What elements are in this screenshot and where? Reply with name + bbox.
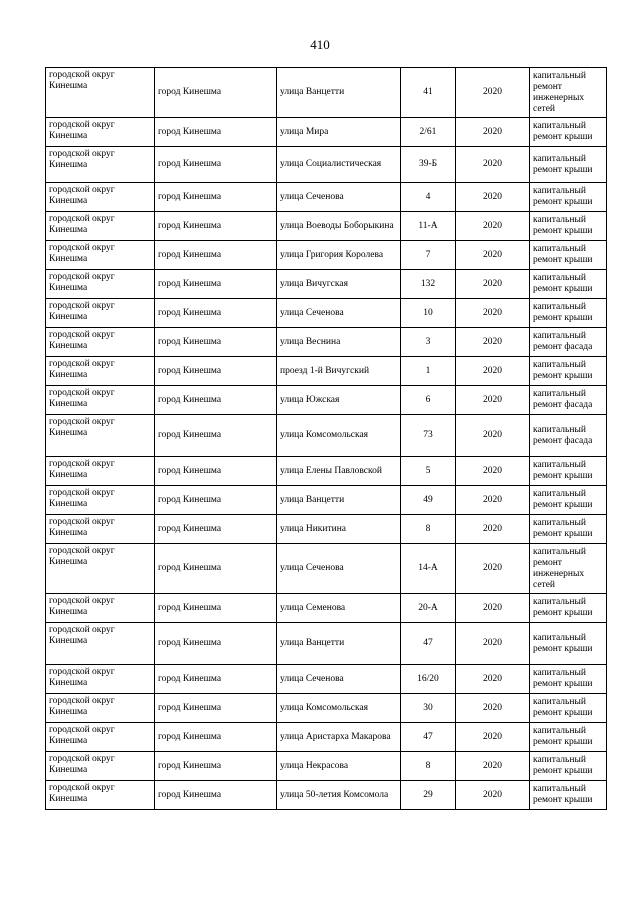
city-cell: город Кинешма [155,386,277,415]
work-type-cell: капитальный ремонт крыши [530,118,607,147]
year-cell: 2020 [456,241,530,270]
work-type-cell: капитальный ремонт фасада [530,415,607,457]
city-cell: город Кинешма [155,415,277,457]
street-cell: улица Некрасова [277,752,401,781]
year-cell: 2020 [456,415,530,457]
city-cell: город Кинешма [155,781,277,810]
work-type-cell: капитальный ремонт крыши [530,781,607,810]
street-cell: улица Сеченова [277,665,401,694]
work-type-cell: капитальный ремонт инженерных сетей [530,68,607,118]
street-cell: улица Веснина [277,328,401,357]
district-cell: городской округ Кинешма [46,594,155,623]
city-cell: город Кинешма [155,694,277,723]
street-cell: улица Никитина [277,515,401,544]
year-cell: 2020 [456,694,530,723]
district-cell: городской округ Кинешма [46,623,155,665]
street-cell: улица Комсомольская [277,415,401,457]
house-number-cell: 14-А [401,544,456,594]
year-cell: 2020 [456,357,530,386]
district-cell: городской округ Кинешма [46,328,155,357]
street-cell: улица Семенова [277,594,401,623]
house-number-cell: 8 [401,515,456,544]
city-cell: город Кинешма [155,457,277,486]
work-type-cell: капитальный ремонт крыши [530,623,607,665]
table-row [46,241,607,270]
house-number-cell: 29 [401,781,456,810]
table-row [46,486,607,515]
city-cell: город Кинешма [155,147,277,183]
street-cell: улица Ванцетти [277,68,401,118]
year-cell: 2020 [456,457,530,486]
year-cell: 2020 [456,515,530,544]
district-cell: городской округ Кинешма [46,665,155,694]
house-number-cell: 5 [401,457,456,486]
work-type-cell: капитальный ремонт инженерных сетей [530,544,607,594]
city-cell: город Кинешма [155,241,277,270]
house-number-cell: 8 [401,752,456,781]
year-cell: 2020 [456,665,530,694]
street-cell: улица Вичугская [277,270,401,299]
district-cell: городской округ Кинешма [46,147,155,183]
work-type-cell: капитальный ремонт крыши [530,299,607,328]
house-number-cell: 2/61 [401,118,456,147]
work-type-cell: капитальный ремонт крыши [530,183,607,212]
city-cell: город Кинешма [155,486,277,515]
year-cell: 2020 [456,270,530,299]
house-number-cell: 30 [401,694,456,723]
year-cell: 2020 [456,68,530,118]
work-type-cell: капитальный ремонт крыши [530,665,607,694]
house-number-cell: 3 [401,328,456,357]
work-type-cell: капитальный ремонт крыши [530,723,607,752]
year-cell: 2020 [456,299,530,328]
district-cell: городской округ Кинешма [46,183,155,212]
city-cell: город Кинешма [155,623,277,665]
city-cell: город Кинешма [155,299,277,328]
table-row [46,694,607,723]
district-cell: городской округ Кинешма [46,118,155,147]
street-cell: улица 50-летия Комсомола [277,781,401,810]
city-cell: город Кинешма [155,515,277,544]
district-cell: городской округ Кинешма [46,694,155,723]
district-cell: городской округ Кинешма [46,486,155,515]
city-cell: город Кинешма [155,544,277,594]
city-cell: город Кинешма [155,183,277,212]
work-type-cell: капитальный ремонт крыши [530,752,607,781]
table-row [46,299,607,328]
city-cell: город Кинешма [155,752,277,781]
year-cell: 2020 [456,723,530,752]
table-row [46,594,607,623]
year-cell: 2020 [456,118,530,147]
street-cell: улица Елены Павловской [277,457,401,486]
table-row [46,328,607,357]
street-cell: улица Воеводы Боборыкина [277,212,401,241]
work-type-cell: капитальный ремонт крыши [530,147,607,183]
house-number-cell: 47 [401,723,456,752]
table-row [46,415,607,457]
district-cell: городской округ Кинешма [46,457,155,486]
work-type-cell: капитальный ремонт крыши [530,241,607,270]
city-cell: город Кинешма [155,68,277,118]
table-row [46,183,607,212]
house-number-cell: 47 [401,623,456,665]
house-number-cell: 16/20 [401,665,456,694]
street-cell: улица Комсомольская [277,694,401,723]
year-cell: 2020 [456,594,530,623]
district-cell: городской округ Кинешма [46,299,155,328]
house-number-cell: 132 [401,270,456,299]
street-cell: улица Мира [277,118,401,147]
city-cell: город Кинешма [155,118,277,147]
table-row [46,665,607,694]
district-cell: городской округ Кинешма [46,781,155,810]
district-cell: городской округ Кинешма [46,68,155,118]
work-type-cell: капитальный ремонт крыши [530,270,607,299]
year-cell: 2020 [456,544,530,594]
work-type-cell: капитальный ремонт фасада [530,328,607,357]
table-row [46,457,607,486]
district-cell: городской округ Кинешма [46,723,155,752]
work-type-cell: капитальный ремонт крыши [530,694,607,723]
year-cell: 2020 [456,147,530,183]
street-cell: улица Социалистическая [277,147,401,183]
city-cell: город Кинешма [155,665,277,694]
street-cell: улица Григория Королева [277,241,401,270]
street-cell: улица Сеченова [277,299,401,328]
table-row [46,147,607,183]
house-number-cell: 10 [401,299,456,328]
table-row [46,118,607,147]
city-cell: город Кинешма [155,723,277,752]
street-cell: улица Ванцетти [277,623,401,665]
district-cell: городской округ Кинешма [46,212,155,241]
page-number: 410 [310,37,330,52]
year-cell: 2020 [456,386,530,415]
street-cell: улица Сеченова [277,183,401,212]
table-row [46,212,607,241]
street-cell: улица Сеченова [277,544,401,594]
work-type-cell: капитальный ремонт фасада [530,386,607,415]
table-row [46,544,607,594]
work-type-cell: капитальный ремонт крыши [530,594,607,623]
work-type-cell: капитальный ремонт крыши [530,486,607,515]
house-number-cell: 41 [401,68,456,118]
district-cell: городской округ Кинешма [46,270,155,299]
city-cell: город Кинешма [155,357,277,386]
city-cell: город Кинешма [155,328,277,357]
repair-registry-table [45,67,607,810]
street-cell: улица Ванцетти [277,486,401,515]
table-row [46,723,607,752]
street-cell: проезд 1-й Вичугский [277,357,401,386]
house-number-cell: 4 [401,183,456,212]
house-number-cell: 39-Б [401,147,456,183]
work-type-cell: капитальный ремонт крыши [530,515,607,544]
house-number-cell: 1 [401,357,456,386]
table-row [46,781,607,810]
district-cell: городской округ Кинешма [46,515,155,544]
house-number-cell: 11-А [401,212,456,241]
district-cell: городской округ Кинешма [46,386,155,415]
house-number-cell: 6 [401,386,456,415]
table-row [46,623,607,665]
work-type-cell: капитальный ремонт крыши [530,457,607,486]
district-cell: городской округ Кинешма [46,415,155,457]
city-cell: город Кинешма [155,594,277,623]
house-number-cell: 49 [401,486,456,515]
year-cell: 2020 [456,623,530,665]
year-cell: 2020 [456,486,530,515]
district-cell: городской округ Кинешма [46,544,155,594]
year-cell: 2020 [456,183,530,212]
table-body [46,68,607,810]
table-row [46,270,607,299]
district-cell: городской округ Кинешма [46,241,155,270]
work-type-cell: капитальный ремонт крыши [530,357,607,386]
work-type-cell: капитальный ремонт крыши [530,212,607,241]
year-cell: 2020 [456,752,530,781]
house-number-cell: 7 [401,241,456,270]
table-row [46,68,607,118]
district-cell: городской округ Кинешма [46,357,155,386]
table-row [46,357,607,386]
table-row [46,752,607,781]
house-number-cell: 73 [401,415,456,457]
district-cell: городской округ Кинешма [46,752,155,781]
year-cell: 2020 [456,781,530,810]
street-cell: улица Аристарха Макарова [277,723,401,752]
year-cell: 2020 [456,212,530,241]
street-cell: улица Южская [277,386,401,415]
city-cell: город Кинешма [155,212,277,241]
city-cell: город Кинешма [155,270,277,299]
house-number-cell: 20-А [401,594,456,623]
year-cell: 2020 [456,328,530,357]
table-row [46,386,607,415]
table-row [46,515,607,544]
